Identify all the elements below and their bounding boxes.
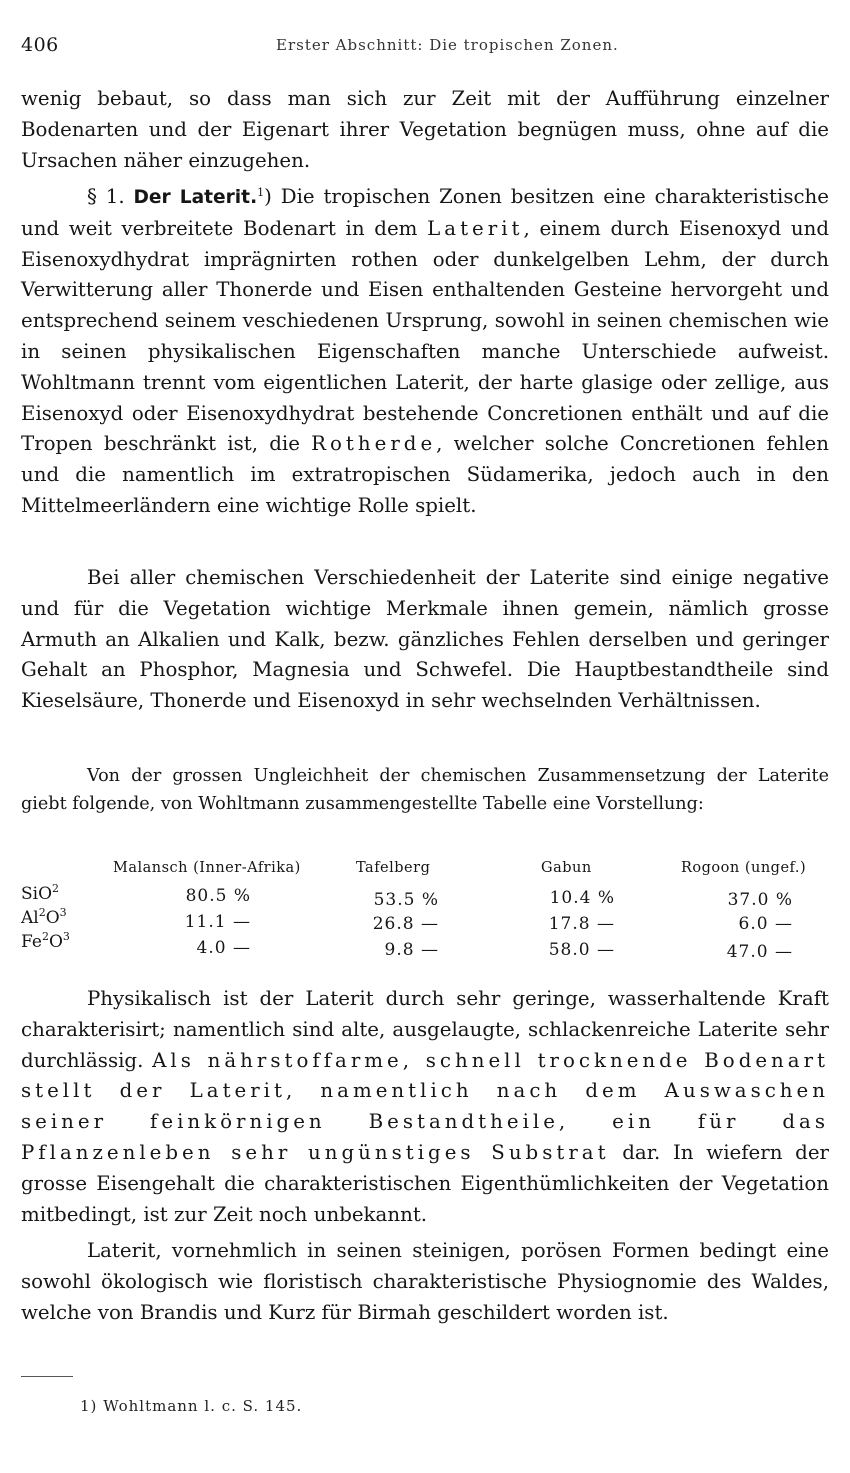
table-cell: 58.0 —	[548, 940, 615, 960]
table-cell: 37.0 %	[727, 890, 793, 910]
paragraph-physical	[21, 984, 829, 1230]
paragraph-laterit	[21, 182, 829, 522]
section-heading: Der Laterit.	[133, 187, 258, 208]
table-cell: 11.1 —	[184, 912, 251, 932]
footnote-reference: 1	[257, 186, 265, 199]
spaced-emphasis: Als nährstoffarme, schnell trocknende Bodenart stellt der Laterit, namentlich nach dem Auswaschen seiner feinkörnigen Bestandtheile, ein für das Pflanzenleben sehr ungünstiges Substrat	[21, 1048, 829, 1164]
running-title: Erster Abschnitt: Die tropischen Zonen.	[276, 36, 619, 54]
paragraph-continuation	[21, 84, 829, 176]
table-cell: 17.8 —	[548, 914, 615, 934]
paragraph-text: , welcher solche Concretionen fehlen und die namentlich im extratropischen Südamerika, jedoch auch in den Mittelmeerländern eine wichtige Rolle spielt.	[21, 432, 829, 517]
table-cell: 80.5 %	[185, 886, 251, 906]
table-cell: 26.8 —	[372, 914, 439, 934]
table-cell: 10.4 %	[549, 888, 615, 908]
row-label-al2o3: $Al^2O^3$	[21, 906, 67, 928]
paragraph-text: Physikalisch ist der Laterit durch sehr geringe, wasserhaltende Kraft charakterisirt; namentlich sind alte, ausgelaugte, schlackenreiche Laterite sehr durchlässig.	[21, 987, 829, 1072]
footnote-marker: 1)	[80, 1397, 98, 1415]
table-cell: 9.8 —	[384, 940, 439, 960]
table-header-malansch: Malansch (Inner-Afrika)	[113, 860, 301, 876]
row-label-fe2o3: $Fe^2O^3$	[21, 930, 70, 952]
table-cell: 6.0 —	[738, 914, 793, 934]
page-header	[21, 34, 831, 58]
paragraph-text: ) Die tropischen Zonen besitzen eine charakteristische und weit verbreitete Bodenart in dem	[21, 185, 829, 240]
table-cell: 53.5 %	[373, 890, 439, 910]
paragraph-text: dar. In wiefern der grosse Eisengehalt die charakteristischen Eigenthümlichkeiten der Vegetation mitbedingt, ist zur Zeit noch unbekannt.	[21, 1140, 829, 1226]
table-header-rogoon: Rogoon (ungef.)	[681, 860, 807, 876]
spaced-term-rotherde: Rotherde	[311, 432, 437, 456]
paragraph-forest	[21, 1236, 829, 1328]
spaced-term-laterit: Laterit	[427, 216, 524, 240]
paragraph-text: Laterit, vornehmlich in seinen steinigen, porösen Formen bedingt eine sowohl ökologisch wie floristisch charakteristische Physiognomie des Waldes, welche von Brandis und Kurz für Birmah geschildert worden ist.	[21, 1239, 829, 1324]
footnote	[80, 1397, 302, 1415]
table-header-gabun: Gabun	[541, 860, 592, 876]
table-cell: 4.0 —	[196, 938, 251, 958]
table-header-tafelberg: Tafelberg	[356, 860, 431, 876]
paragraph-text: Von der grossen Ungleichheit der chemischen Zusammensetzung der Laterite giebt folgende, von Wohltmann zusammengestellte Tabelle eine Vorstellung:	[21, 766, 829, 814]
page-number: 406	[21, 34, 59, 56]
paragraph-table-intro	[21, 763, 829, 818]
paragraph-text: Bei aller chemischen Verschiedenheit der Laterite sind einige negative und für die Vegetation wichtige Merkmale ihnen gemein, nämlich grosse Armuth an Alkalien und Kalk, bezw. gänzliches Fehlen derselben und geringer Gehalt an Phosphor, Magnesia und Schwefel. Die Hauptbestandtheile sind Kieselsäure, Thonerde und Eisenoxyd in sehr wechselnden Verhältnissen.	[21, 566, 829, 713]
paragraph-text: , einem durch Eisenoxyd und Eisenoxydhydrat imprägnirten rothen oder dunkelgelben Lehm, der durch Verwitterung aller Thonerde und Eisen enthaltenden Gesteine hervorgeht und entsprechend seinem veschiedenen Ursprung, sowohl in seinen chemischen wie in seinen physikalischen Eigenschaften manche Unterschiede aufweist. Wohltmann trennt vom eigentlichen Laterit, der harte glasige oder zellige, aus Eisenoxyd oder Eisenoxydhydrat bestehende Concretionen enthält und auf die Tropen beschränkt ist, die	[21, 216, 830, 456]
row-label-sio2: SiO$^2$	[21, 882, 60, 904]
section-number: § 1.	[87, 185, 125, 208]
paragraph-text: wenig bebaut, so dass man sich zur Zeit mit der Aufführung einzelner Bodenarten und der Eigenart ihrer Vegetation begnügen muss, ohne auf die Ursachen näher einzugehen.	[21, 87, 829, 172]
table-cell: 47.0 —	[726, 942, 793, 962]
footnote-text: Wohltmann l. c. S. 145.	[103, 1397, 303, 1415]
paragraph-chemistry	[21, 563, 829, 717]
footnote-divider	[21, 1376, 73, 1377]
